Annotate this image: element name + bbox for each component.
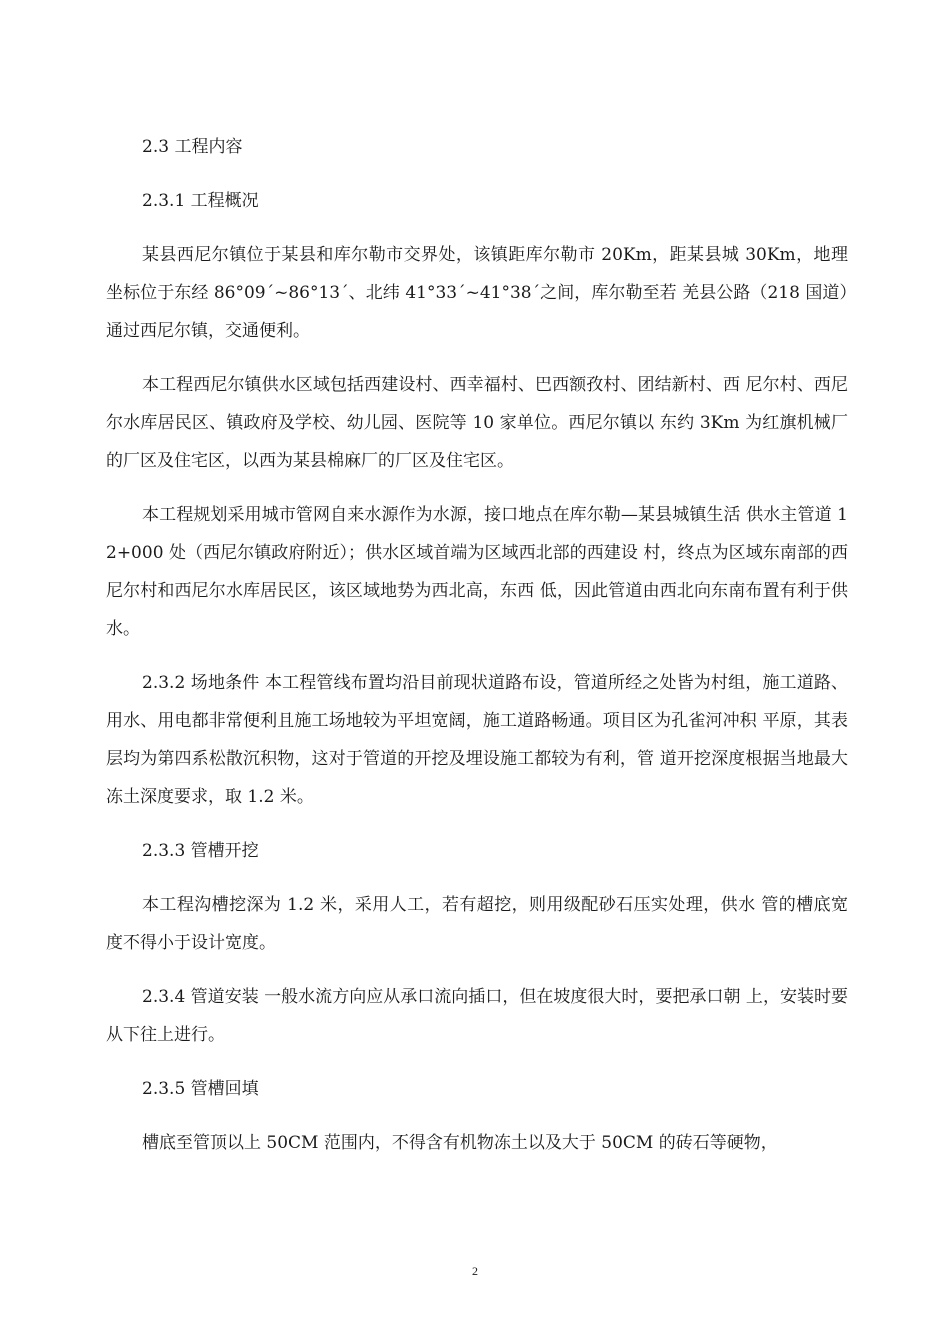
- document-body: [106, 128, 848, 1178]
- paragraph-backfill: 槽底至管顶以上 50CM 范围内，不得含有机物冻土以及大于 50CM 的砖石等硬物，: [142, 1133, 778, 1153]
- paragraph-pipe-installation: 2.3.4 管道安装 一般水流方向应从承口流向插口，但在坡度很大时，要把承口朝 上，安装时要从下往上进行。: [106, 987, 848, 1045]
- paragraph-site-conditions: 2.3.2 场地条件 本工程管线布置均沿目前现状道路布设，管道所经之处皆为村组，施工道路、用水、用电都非常便利且施工场地较为平坦宽阔，施工道路畅通。项目区为孔雀河冲积 平原，其表层均为第四系松散沉积物，这对于管道的开挖及埋设施工都较为有利，管 道开挖深度根据当地最大冻土深度要求，取 1.2 米。: [106, 673, 848, 807]
- subsection-heading-backfill: 2.3.5 管槽回填: [142, 1079, 259, 1099]
- paragraph-supply-area: 本工程西尼尔镇供水区域包括西建设村、西幸福村、巴西额孜村、团结新村、西 尼尔村、西尼尔水库居民区、镇政府及学校、幼儿园、医院等 10 家单位。西尼尔镇以 东约 3Km 为红旗机械厂的厂区及住宅区，以西为某县棉麻厂的厂区及住宅区。: [106, 375, 848, 471]
- section-heading: 2.3 工程内容: [142, 137, 243, 157]
- subsection-heading-trench-excavation: 2.3.3 管槽开挖: [142, 841, 259, 861]
- paragraph-trench-excavation: 本工程沟槽挖深为 1.2 米，采用人工，若有超挖，则用级配砂石压实处理，供水 管的槽底宽度不得小于设计宽度。: [106, 895, 848, 953]
- paragraph-water-source: 本工程规划采用城市管网自来水源作为水源，接口地点在库尔勒—某县城镇生活 供水主管道 12+000 处（西尼尔镇政府附近）；供水区域首端为区域西北部的西建设 村，终点为区域东南部的西尼尔村和西尼尔水库居民区，该区域地势为西北高，东西 低，因此管道由西北向东南布置有利于供水。: [106, 505, 848, 639]
- subsection-heading-overview: 2.3.1 工程概况: [142, 191, 259, 211]
- paragraph-location: 某县西尼尔镇位于某县和库尔勒市交界处，该镇距库尔勒市 20Km，距某县城 30Km，地理坐标位于东经 86°09´~86°13´、北纬 41°33´~41°38´之间，库尔勒至若 羌县公路（218 国道）通过西尼尔镇，交通便利。: [106, 245, 848, 341]
- page-number: 2: [472, 1264, 478, 1278]
